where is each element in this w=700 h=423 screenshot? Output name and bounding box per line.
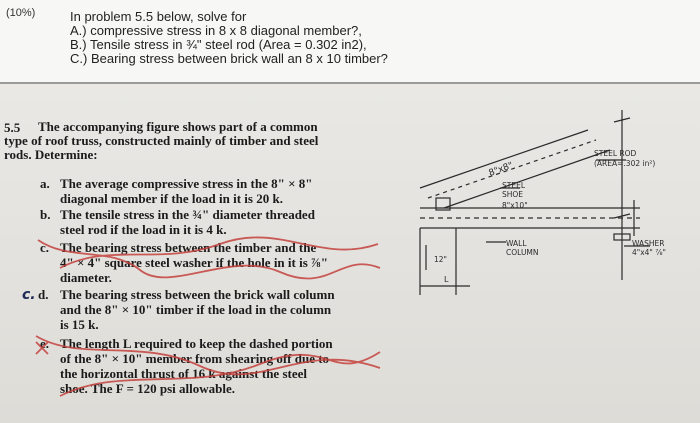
diagonal-top-edge	[420, 130, 588, 188]
label-dim: 12"	[434, 255, 447, 264]
problem-number: 5.5	[4, 120, 21, 135]
problem-intro-line-2: type of roof truss, constructed mainly of timber and steel	[4, 133, 319, 148]
part-b-line-2: steel rod if the load in it is 4 k.	[60, 222, 227, 237]
label-timber: 8"x10"	[502, 201, 528, 210]
label-length: L	[444, 275, 449, 284]
strike-c-1	[38, 240, 380, 279]
label-wall-1: WALL	[506, 239, 527, 248]
part-e-line-3: the horizontal thrust of 16 k against the steel	[60, 366, 307, 381]
strike-e-2	[60, 352, 380, 396]
question-part-a: A.) compressive stress in 8 x 8 diagonal member?,	[70, 23, 362, 38]
part-d-label: d.	[38, 287, 49, 302]
label-area: (AREA=.302 in²)	[594, 159, 656, 168]
diagonal-bottom-edge	[444, 150, 610, 208]
strike-e-x	[36, 342, 48, 354]
part-e-line-4: shoe. The F = 120 psi allowable.	[60, 381, 235, 396]
strike-c-2	[60, 237, 378, 268]
part-a-line-1: The average compressive stress in the 8" × 8"	[60, 176, 313, 191]
question-part-b: B.) Tensile stress in ¾" steel rod (Area = 0.302 in2),	[70, 37, 367, 52]
part-b-label: b.	[40, 207, 51, 222]
part-e-label: e.	[40, 336, 50, 351]
part-e-line-2: of the 8" × 10" member from shearing off due to	[60, 351, 330, 366]
label-diag: 8"x8"	[487, 160, 515, 179]
part-c-line-3: diameter.	[60, 270, 112, 285]
part-c-line-2: 4" × 4" square steel washer if the hole in it is ⅞"	[60, 255, 328, 270]
part-a-line-2: diagonal member if the load in it is 20 k.	[60, 191, 283, 206]
part-a-label: a.	[40, 176, 50, 191]
label-washer-2: 4"x4" ⅞"	[632, 248, 666, 257]
label-steel-rod: STEEL ROD	[594, 149, 637, 158]
problem-intro-line-1: The accompanying figure shows part of a common	[38, 119, 318, 134]
points-label: (10%)	[6, 7, 36, 19]
question-part-c: C.) Bearing stress between brick wall an 8 x 10 timber?	[70, 51, 388, 66]
label-washer-1: WASHER	[632, 239, 665, 248]
part-d-line-1: The bearing stress between the brick wall column	[60, 287, 335, 302]
part-b-line-1: The tensile stress in the ¾" diameter threaded	[60, 207, 315, 222]
strike-e-1	[36, 336, 380, 374]
part-d-line-2: and the 8" × 10" timber if the load in the column	[60, 302, 332, 317]
part-c-label: c.	[40, 240, 50, 255]
question-intro: In problem 5.5 below, solve for	[70, 9, 247, 24]
part-d-line-3: is 15 k.	[60, 317, 99, 332]
part-d-hand-label: c.	[22, 287, 36, 303]
label-steel-shoe-2: SHOE	[502, 190, 524, 199]
truss-figure	[400, 100, 696, 300]
part-e-line-1: The length L required to keep the dashed portion	[60, 336, 333, 351]
label-steel-shoe-1: STEEL	[502, 181, 525, 190]
part-c-line-1: The bearing stress between the timber and the	[60, 240, 317, 255]
problem-intro-line-3: rods. Determine:	[4, 147, 98, 162]
label-wall-2: COLUMN	[506, 248, 539, 257]
